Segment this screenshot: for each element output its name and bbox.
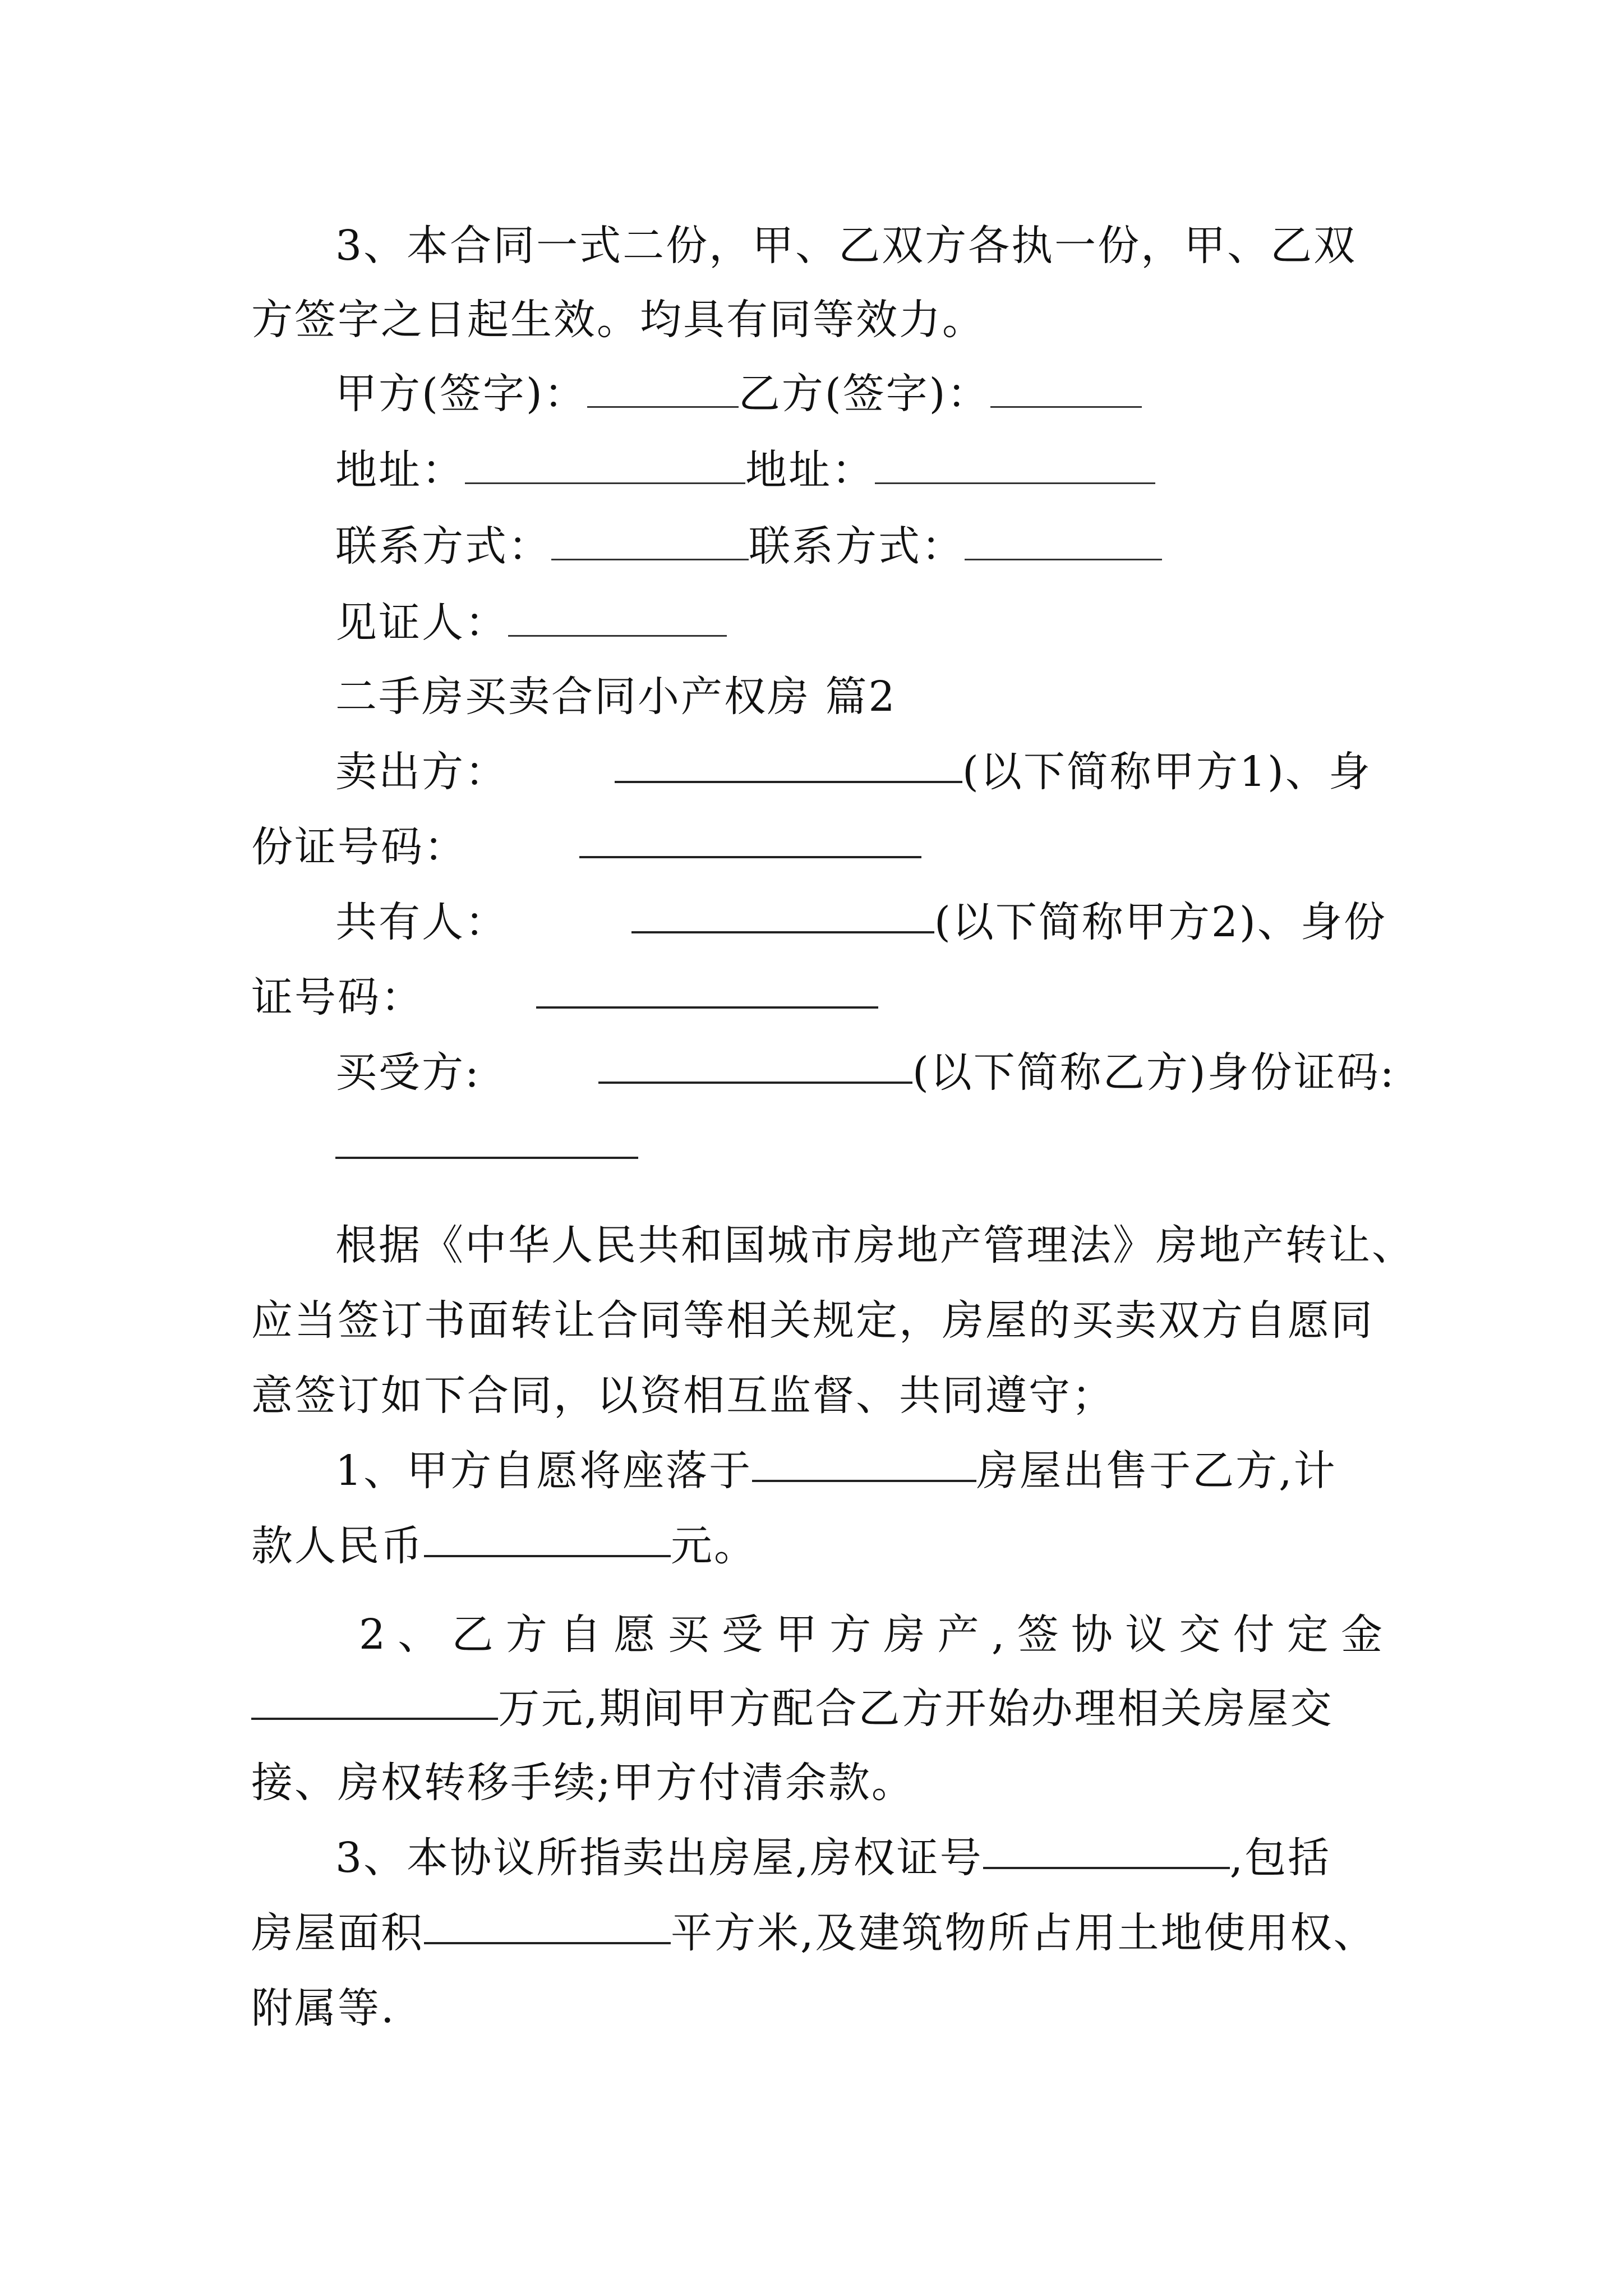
intro-text: 意签订如下合同，以资相互监督、共同遵守；: [251, 1372, 1115, 1420]
title-deed-blank: [983, 1844, 1230, 1869]
clause-1-line: [335, 1443, 1485, 1499]
clause-3-line: [251, 1905, 1401, 1961]
seller-id-blank: [579, 834, 921, 858]
buyer-tail: (以下简称乙方)身份证码:: [912, 1048, 1396, 1097]
section-heading: 二手房买卖合同小产权房 篇2: [335, 673, 897, 721]
party-a-address-field: [465, 443, 745, 484]
clause-3-line: 附属等.: [251, 1984, 396, 2032]
seller-id-line: [251, 819, 1401, 875]
seller-line: [335, 744, 1485, 800]
party-a-contact-label: 联系方式：: [335, 522, 551, 570]
deposit-blank: [251, 1695, 498, 1720]
co-owner-tail: (以下简称甲方2)、身份: [934, 898, 1387, 946]
party-b-sign-field: [990, 367, 1142, 408]
party-b-contact-field: [965, 519, 1162, 560]
clause-2-line: 2、乙方自愿买受甲方房产,签协议交付定金: [359, 1611, 1382, 1659]
signature-row-party: [335, 366, 1485, 422]
buyer-id-line: [335, 1120, 1485, 1176]
clause-text: 3、本合同一式二份，甲、乙双方各执一份，甲、乙双: [335, 222, 1357, 270]
clause-3-text: 3、本协议所指卖出房屋,房权证号: [335, 1834, 983, 1882]
clause-text: 方签字之日起生效。均具有同等效力。: [251, 296, 985, 344]
buyer-label: 买受方:: [335, 1048, 481, 1097]
seller-label: 卖出方：: [335, 748, 508, 796]
clause-1-text: 1、甲方自愿将座落于: [335, 1447, 753, 1495]
clause-3-line: [335, 1830, 1485, 1886]
party-a-contact-field: [551, 519, 749, 560]
party-b-address-label: 地址：: [745, 446, 875, 494]
seller-name-blank: [615, 758, 962, 783]
co-owner-id-label: 证号码：: [251, 973, 424, 1022]
co-owner-name-blank: [631, 909, 934, 933]
clause-3-text: 房屋面积: [251, 1909, 424, 1957]
clause-2-text: 万元,期间甲方配合乙方开始办理相关房屋交: [498, 1685, 1334, 1733]
party-a-sign-field: [587, 367, 739, 408]
witness-field: [508, 596, 727, 637]
party-a-sign-label: 甲方(签字)：: [335, 370, 587, 418]
clause-2-line: 接、房权转移手续;甲方付清余款。: [251, 1759, 915, 1807]
seller-tail: (以下简称甲方1)、身: [962, 748, 1372, 796]
clause-3-text: ,包括: [1229, 1834, 1331, 1882]
signature-row-address: [335, 442, 1485, 498]
party-b-address-field: [875, 443, 1155, 484]
property-location-blank: [752, 1457, 976, 1482]
party-a-address-label: 地址：: [335, 446, 465, 494]
buyer-name-blank: [598, 1059, 912, 1084]
clause-1-text: 款人民币: [251, 1522, 424, 1570]
seller-id-label: 份证号码：: [251, 823, 467, 871]
clause-1-text: 元。: [671, 1522, 757, 1570]
intro-text: 根据《中华人民共和国城市房地产管理法》房地产转让、: [335, 1221, 1415, 1269]
buyer-line: [335, 1045, 1485, 1101]
witness-label: 见证人：: [335, 599, 508, 647]
intro-text: 应当签订书面转让合同等相关规定，房屋的买卖双方自愿同: [251, 1296, 1374, 1345]
signature-row-witness: [335, 595, 1485, 651]
clause-3-text: 平方米,及建筑物所占用土地使用权、: [671, 1909, 1377, 1957]
clause-1-line: [251, 1518, 1401, 1574]
area-blank: [424, 1920, 671, 1944]
co-owner-id-blank: [536, 984, 878, 1009]
co-owner-label: 共有人：: [335, 898, 508, 946]
clause-1-text: 房屋出售于乙方,计: [976, 1447, 1337, 1495]
party-b-sign-label: 乙方(签字)：: [738, 370, 990, 418]
clause-2-line: [251, 1681, 1401, 1737]
party-b-contact-label: 联系方式：: [749, 522, 965, 570]
co-owner-line: [335, 894, 1485, 950]
price-blank: [424, 1533, 671, 1557]
signature-row-contact: [335, 518, 1485, 574]
co-owner-id-line: [251, 969, 1401, 1025]
buyer-id-blank: [335, 1134, 638, 1159]
